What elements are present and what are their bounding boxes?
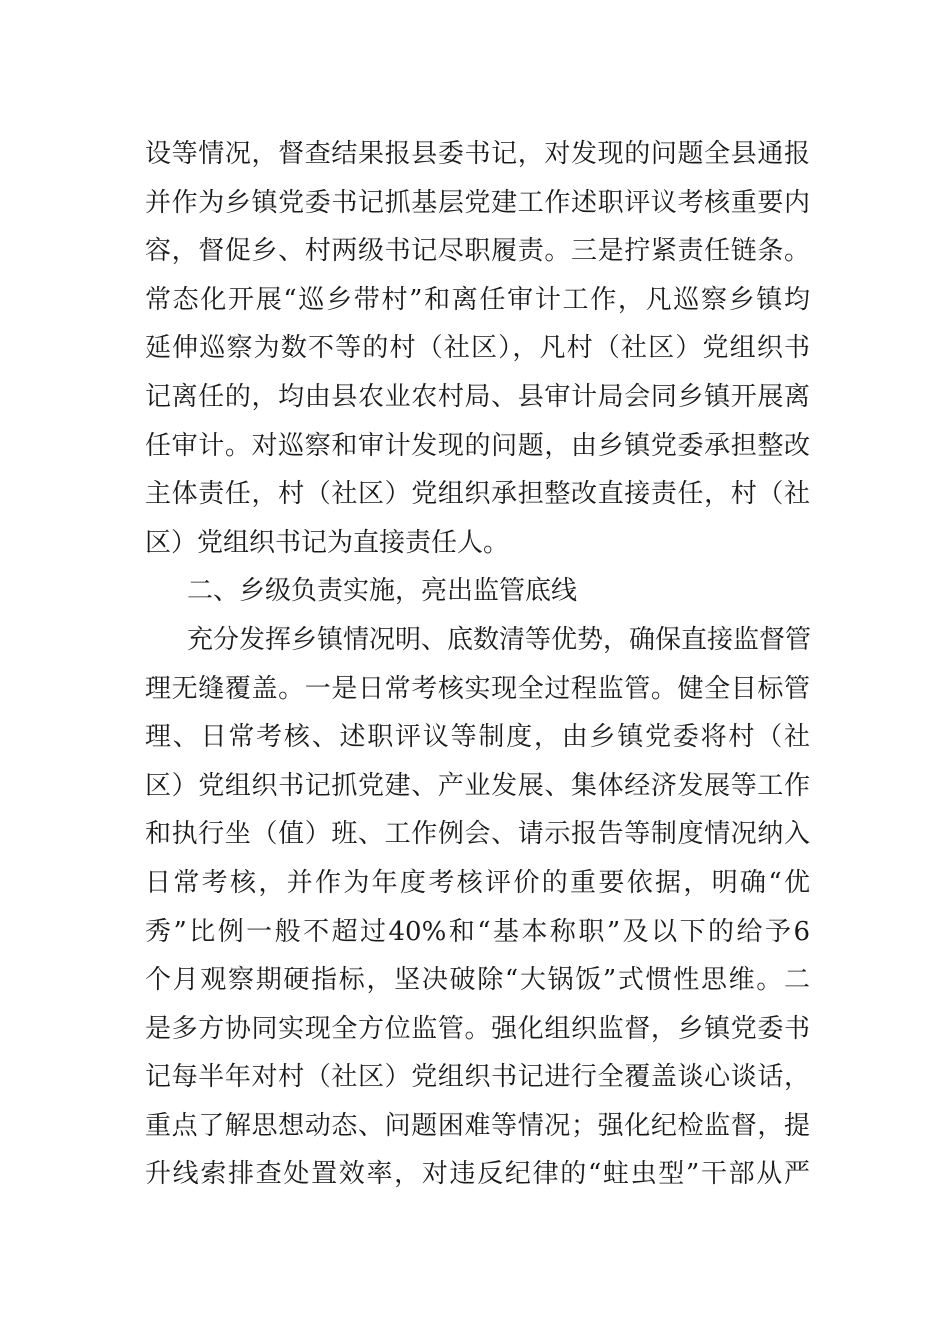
text-line: 是多方协同实现全方位监管。强化组织监督，乡镇党委书 [145,1013,810,1044]
body-text [145,130,810,1199]
text-line: 任审计。对巡察和审计发现的问题，由乡镇党委承担整改 [145,430,810,461]
text-line: 理无缝覆盖。一是日常考核实现全过程监管。健全目标管 [145,673,810,704]
text-line: 延伸巡察为数不等的村（社区），凡村（社区）党组织书 [145,333,810,364]
paragraph-section-2 [145,616,810,1199]
text-line: 区）党组织书记抓党建、产业发展、集体经济发展等工作 [145,770,810,801]
text-line: 记离任的，均由县农业农村局、县审计局会同乡镇开展离 [145,381,810,412]
text-line: 秀”比例一般不超过40%和“基本称职”及以下的给予6 [145,916,810,947]
text-line: 和执行坐（值）班、工作例会、请示报告等制度情况纳入 [145,819,810,850]
text-line: 主体责任，村（社区）党组织承担整改直接责任，村（社 [145,479,810,510]
text-line: 理、日常考核、述职评议等制度，由乡镇党委将村（社 [145,722,810,753]
text-line: 并作为乡镇党委书记抓基层党建工作述职评议考核重要内 [145,187,810,218]
text-line: 重点了解思想动态、问题困难等情况；强化纪检监督，提 [145,1110,810,1141]
text-line: 设等情况，督查结果报县委书记，对发现的问题全县通报 [145,139,810,169]
text-line: 个月观察期硬指标，坚决破除“大锅饭”式惯性思维。二 [145,965,810,996]
text-line: 日常考核，并作为年度考核评价的重要依据，明确“优 [145,867,810,898]
text-line: 充分发挥乡镇情况明、底数清等优势，确保直接监督管 [187,624,812,655]
paragraph-continued [145,130,810,567]
text-line: 区）党组织书记为直接责任人。 [145,527,510,558]
text-line: 常态化开展“巡乡带村”和离任审计工作，凡巡察乡镇均 [145,284,810,315]
text-line: 容，督促乡、村两级书记尽职履责。三是拧紧责任链条。 [145,236,810,267]
text-line: 升线索排查处置效率，对违反纪律的“蛀虫型”干部从严 [145,1159,810,1190]
text-line: 记每半年对村（社区）党组织书记进行全覆盖谈心谈话， [145,1062,810,1093]
section-heading: 二、乡级负责实施，亮出监管底线 [187,576,578,607]
